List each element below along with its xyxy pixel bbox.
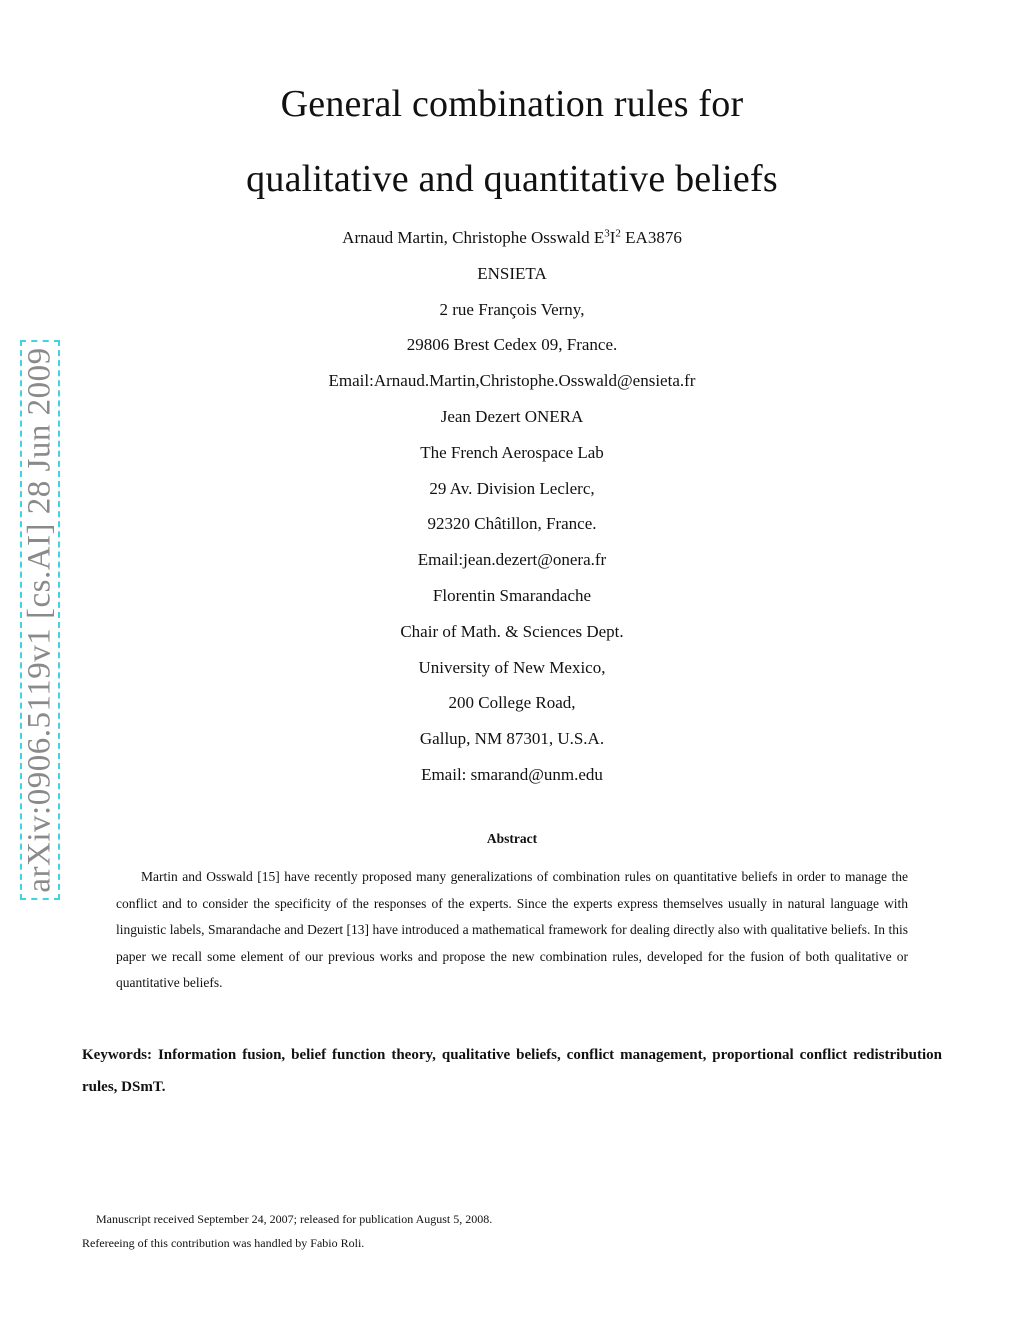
author-line: University of New Mexico, (418, 657, 606, 677)
author-line: Chair of Math. & Sciences Dept. (400, 621, 624, 641)
author-line: Gallup, NM 87301, U.S.A. (419, 729, 605, 749)
author-block (0, 223, 1024, 796)
arxiv-identifier: arXiv:0906.5119v1 [cs.AI] 28 Jun 2009 (21, 347, 58, 893)
author-email: Email:jean.dezert@onera.fr (417, 550, 607, 570)
author-line: Florentin Smarandache (432, 585, 592, 605)
author-line: 200 College Road, (448, 693, 576, 713)
author-names: Arnaud Martin, Christophe Osswald E (342, 228, 605, 247)
author-line: 29806 Brest Cedex 09, France. (406, 335, 618, 355)
title-line-2: qualitative and quantitative beliefs (246, 158, 778, 200)
author-email: Email: smarand@unm.edu (421, 764, 603, 784)
author-line: The French Aerospace Lab (420, 442, 604, 462)
affiliation-letter: I (609, 228, 616, 247)
author-line: 2 rue François Verny, (439, 299, 585, 319)
author-line: 29 Av. Division Leclerc, (429, 478, 595, 498)
abstract-text: Martin and Osswald [15] have recently proposed many generalizations of combination rules on quantitative beliefs in order to manage the conflict and to consider the specificity of the responses of the experts. Since the experts express themselves usually in natural language with linguistic labels, Smarandache and Dezert [13] have introduced a mathematical framework for dealing directly also with qualitative beliefs. In this paper we recall some element of our previous works and propose the new combination rules, developed for the fusion of both qualitative or quantitative beliefs. (116, 869, 908, 991)
footnote-refereeing: Refereeing of this contribution was handled by Fabio Roli. (82, 1236, 365, 1250)
superscript: 3 (604, 227, 610, 240)
abstract-heading: Abstract (486, 831, 538, 846)
footnote-manuscript: Manuscript received September 24, 2007; released for publication August 5, 2008. (96, 1212, 493, 1226)
author-line: 92320 Châtillon, France. (427, 514, 597, 534)
title-line-1: General combination rules for (280, 83, 744, 125)
author-line: ENSIETA (477, 263, 547, 283)
keywords: Keywords: Information fusion, belief function theory, qualitative beliefs, conflict management, proportional conflict redistribution rules, DSmT. (82, 1047, 942, 1095)
author-line-affiliation (0, 223, 1024, 259)
author-line: Jean Dezert ONERA (440, 406, 584, 426)
superscript: 2 (615, 227, 621, 240)
affiliation-code: EA3876 (620, 228, 682, 247)
author-email: Email:Arnaud.Martin,Christophe.Osswald@ensieta.fr (328, 371, 696, 391)
